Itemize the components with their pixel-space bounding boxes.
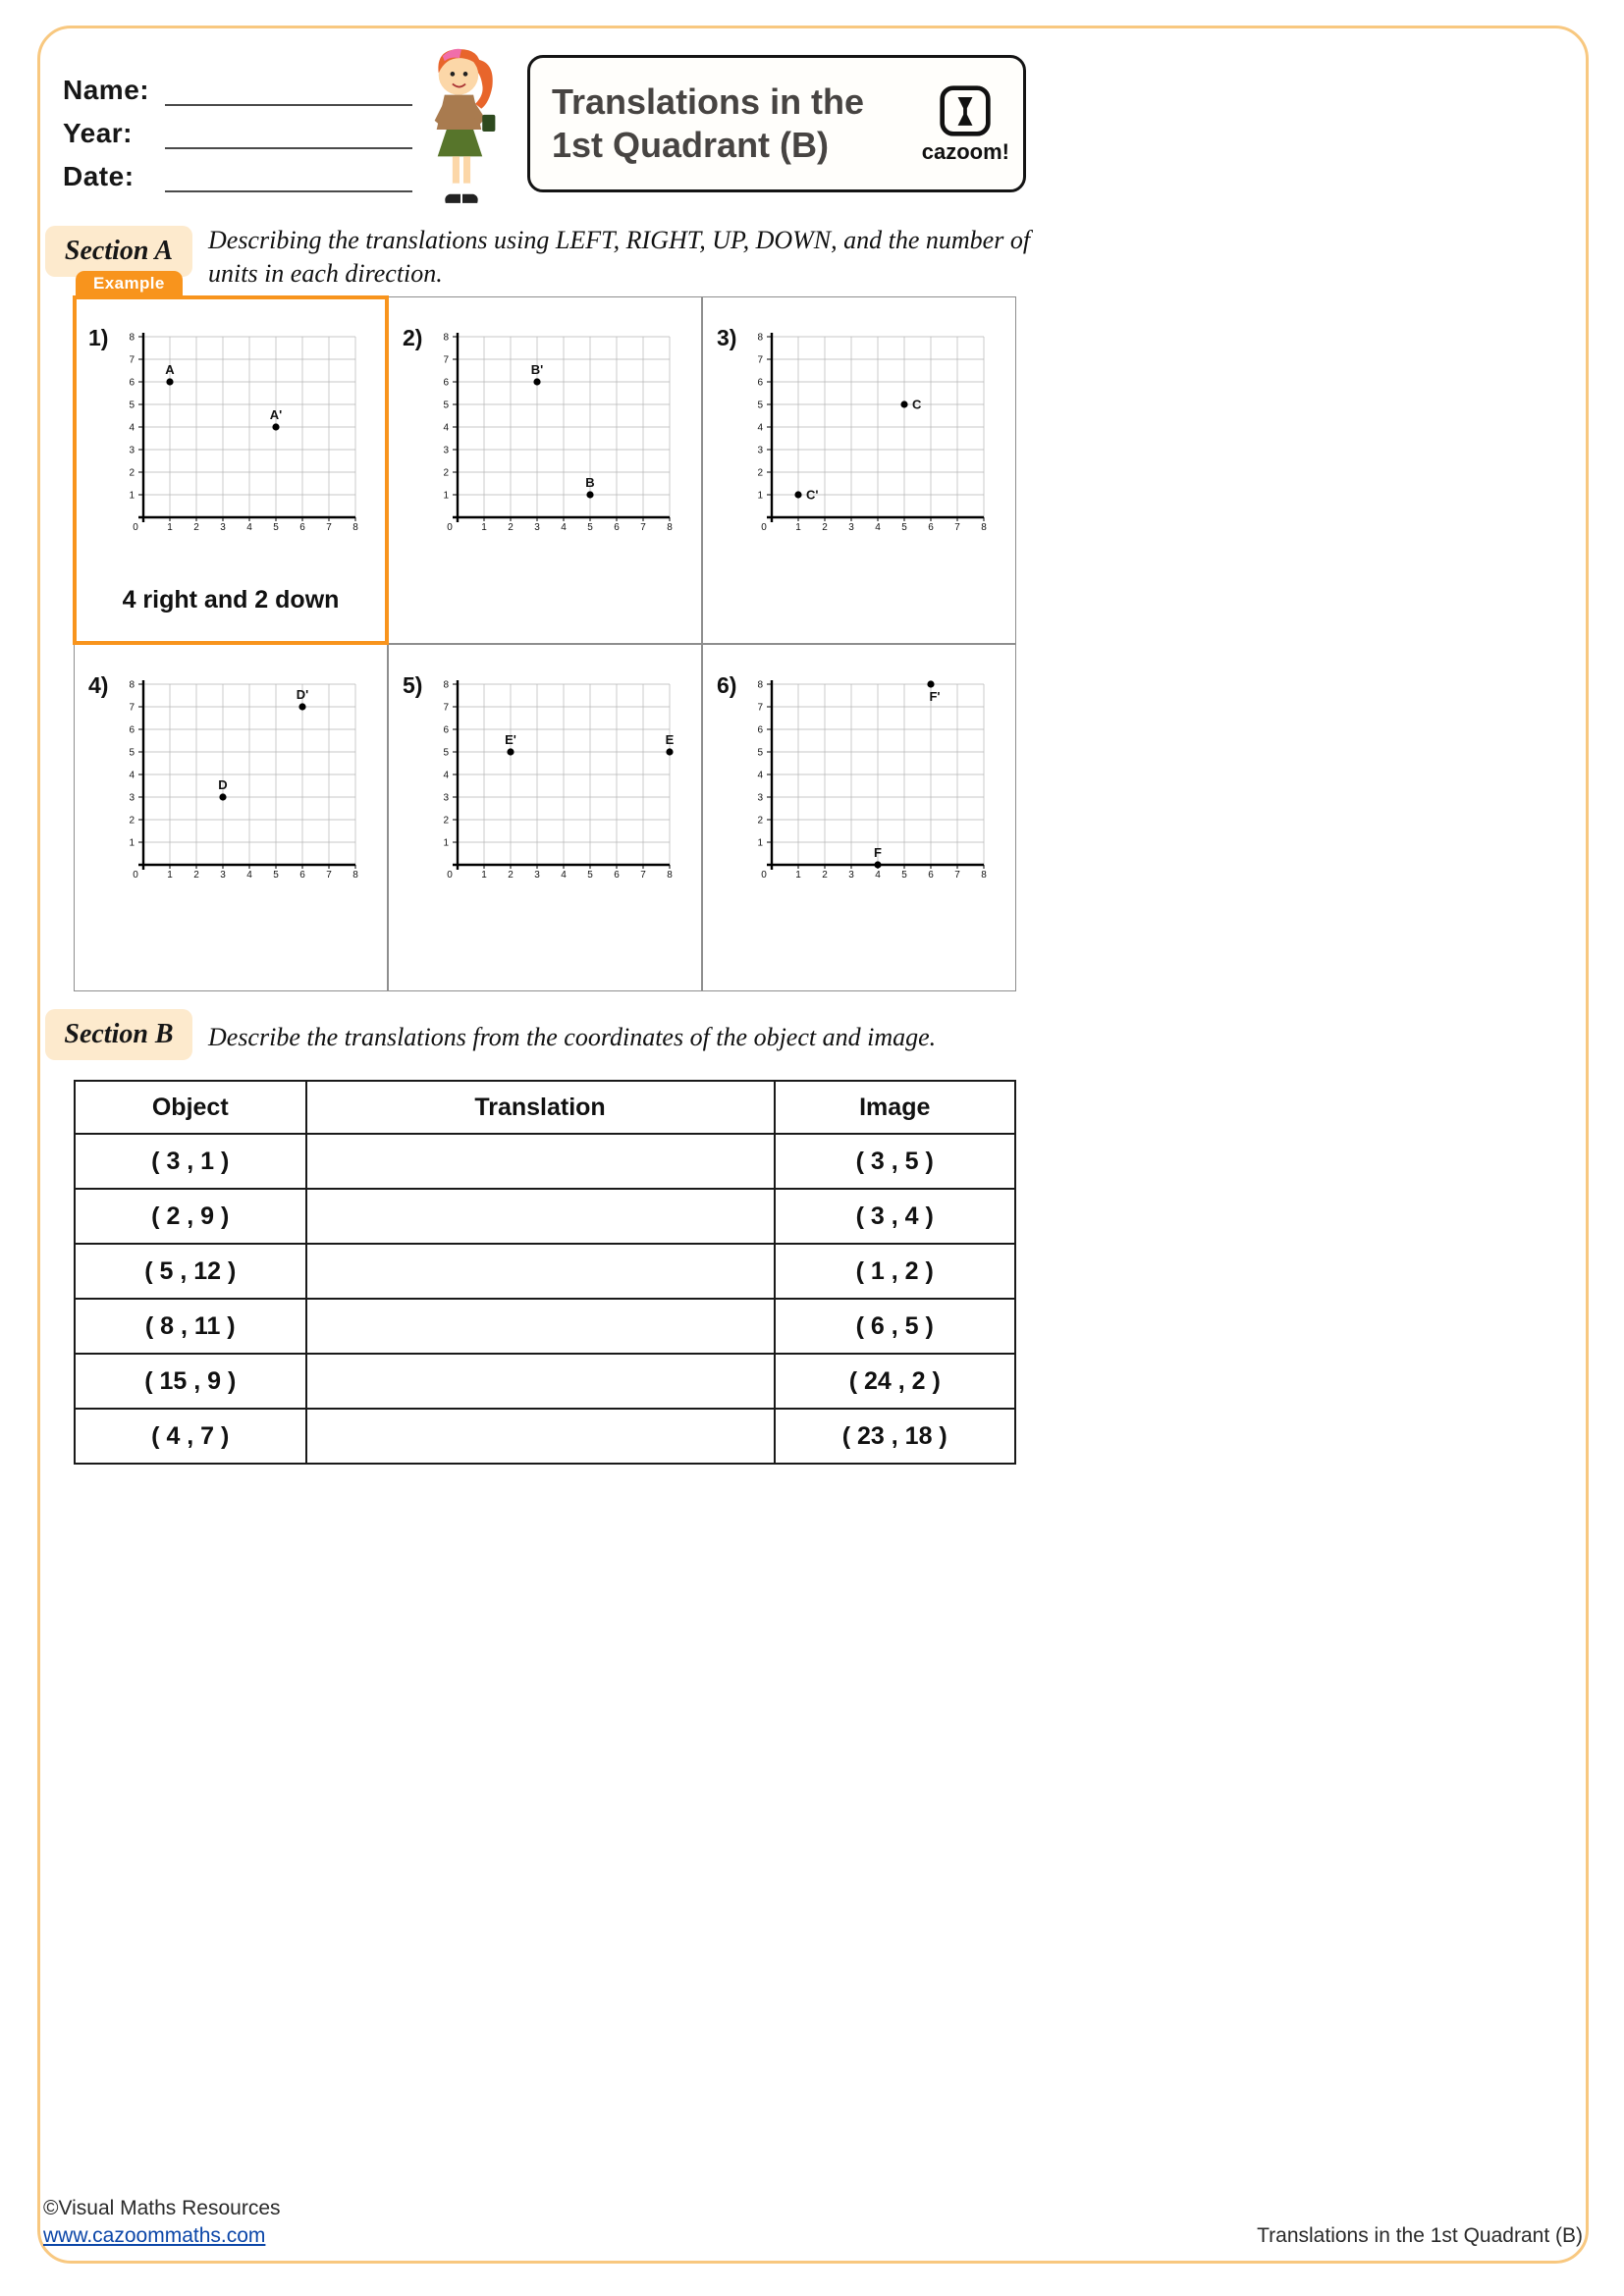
translation-answer-cell [306,1189,775,1244]
point-label-B': B' [530,362,544,377]
image-cell: ( 23 , 18 ) [775,1409,1016,1464]
svg-text:2: 2 [822,522,828,533]
svg-text:6: 6 [443,724,449,736]
coordinate-grid-5 [432,676,683,896]
example-tab: Example [76,271,183,297]
svg-text:3: 3 [757,792,763,804]
translation-answer-cell [306,1409,775,1464]
date-field [63,149,412,192]
worksheet-title-box [527,55,1026,192]
svg-text:8: 8 [667,522,673,533]
svg-text:7: 7 [954,522,960,533]
col-header-translation: Translation [306,1081,775,1134]
svg-text:7: 7 [443,354,449,366]
example-answer: 4 right and 2 down [122,586,340,614]
svg-text:8: 8 [757,332,763,344]
grid-panel-6 [702,644,1016,991]
coordinate-grid-4 [118,676,369,896]
svg-text:3: 3 [848,522,854,533]
footer-worksheet-title: Translations in the 1st Quadrant (B) [1257,2224,1583,2247]
svg-text:5: 5 [901,522,907,533]
point-F' [927,680,934,687]
section-a-badge: Section A [45,226,192,277]
name-label: Name: [63,75,150,105]
svg-text:0: 0 [761,522,767,533]
section-a-grids [74,274,1016,991]
object-cell: ( 8 , 11 ) [75,1299,306,1354]
svg-text:1: 1 [481,522,487,533]
svg-text:1: 1 [443,490,449,502]
worksheet-title-line1: Translations in the [552,81,865,123]
svg-text:1: 1 [167,522,173,533]
image-cell: ( 3 , 5 ) [775,1134,1016,1189]
svg-text:3: 3 [220,522,226,533]
point-A' [272,423,279,430]
svg-text:8: 8 [667,870,673,881]
svg-text:7: 7 [640,870,646,881]
footer-website-link[interactable]: www.cazoommaths.com [43,2224,266,2247]
translation-answer-cell [306,1299,775,1354]
grid-number-1: 1) [88,325,109,350]
point-B [586,491,593,498]
point-label-A: A [165,362,175,377]
point-label-B: B [585,475,595,490]
object-cell: ( 3 , 1 ) [75,1134,306,1189]
table-row [75,1409,1015,1464]
grid-panel-5 [388,644,702,991]
svg-text:8: 8 [352,870,358,881]
point-E' [507,748,514,755]
coordinate-grid-1 [118,329,369,549]
svg-text:3: 3 [443,792,449,804]
point-label-C: C [912,397,922,412]
svg-text:8: 8 [129,332,135,344]
svg-text:2: 2 [757,467,763,479]
svg-text:2: 2 [129,467,135,479]
svg-text:1: 1 [795,870,801,881]
name-field [63,63,412,106]
grid-panel-4 [74,644,388,991]
object-cell: ( 15 , 9 ) [75,1354,306,1409]
svg-text:2: 2 [193,522,199,533]
point-F [874,861,881,868]
image-cell: ( 1 , 2 ) [775,1244,1016,1299]
footer-copyright: ©Visual Maths Resources [43,2197,281,2219]
svg-text:2: 2 [822,870,828,881]
svg-text:2: 2 [443,815,449,827]
svg-text:6: 6 [129,724,135,736]
svg-text:7: 7 [129,702,135,714]
point-D [219,793,226,800]
worksheet-title [552,80,864,167]
svg-text:3: 3 [534,870,540,881]
svg-text:5: 5 [757,400,763,411]
cazoom-logo-icon [938,83,993,138]
svg-text:2: 2 [129,815,135,827]
svg-text:2: 2 [757,815,763,827]
svg-text:5: 5 [757,747,763,759]
point-B' [533,378,540,385]
year-field [63,106,412,149]
svg-text:6: 6 [757,377,763,389]
table-row [75,1354,1015,1409]
image-cell: ( 3 , 4 ) [775,1189,1016,1244]
svg-text:1: 1 [481,870,487,881]
grid-panel-1-example [74,274,388,644]
svg-text:6: 6 [928,522,934,533]
svg-text:6: 6 [614,870,620,881]
grid-number-3: 3) [717,325,737,350]
svg-text:8: 8 [981,870,987,881]
coordinate-grid-2 [432,329,683,549]
point-label-F': F' [929,689,941,704]
svg-text:3: 3 [129,792,135,804]
section-b-instructions: Describe the translations from the coordinates of the object and image. [208,1023,937,1051]
svg-text:0: 0 [133,522,138,533]
svg-text:6: 6 [299,522,305,533]
svg-text:6: 6 [299,870,305,881]
svg-text:7: 7 [129,354,135,366]
svg-text:4: 4 [875,870,881,881]
svg-text:7: 7 [757,354,763,366]
point-C [900,400,907,407]
svg-text:4: 4 [875,522,881,533]
svg-text:1: 1 [795,522,801,533]
col-header-image: Image [775,1081,1016,1134]
svg-text:8: 8 [129,679,135,691]
svg-text:6: 6 [928,870,934,881]
svg-text:0: 0 [133,870,138,881]
svg-text:3: 3 [757,445,763,456]
svg-text:4: 4 [129,422,135,434]
table-row [75,1134,1015,1189]
svg-text:8: 8 [352,522,358,533]
svg-text:3: 3 [534,522,540,533]
svg-text:0: 0 [761,870,767,881]
svg-text:4: 4 [561,870,567,881]
grid-panel-3 [702,296,1016,644]
student-info-fields [63,63,412,192]
svg-text:4: 4 [246,870,252,881]
svg-text:6: 6 [614,522,620,533]
object-cell: ( 5 , 12 ) [75,1244,306,1299]
mascot-girl-svg [412,43,514,212]
svg-text:5: 5 [587,522,593,533]
name-write-line [165,73,412,106]
svg-text:1: 1 [129,837,135,849]
svg-text:1: 1 [757,490,763,502]
coordinate-grid-3 [746,329,998,549]
svg-text:5: 5 [273,522,279,533]
svg-text:5: 5 [587,870,593,881]
svg-text:5: 5 [129,400,135,411]
svg-text:4: 4 [443,422,449,434]
svg-text:4: 4 [129,770,135,781]
point-D' [298,703,305,710]
table-header-row [75,1081,1015,1134]
point-label-D': D' [296,687,309,702]
svg-text:4: 4 [561,522,567,533]
image-cell: ( 24 , 2 ) [775,1354,1016,1409]
point-E [666,748,673,755]
svg-text:0: 0 [447,522,453,533]
svg-text:4: 4 [757,422,763,434]
svg-text:8: 8 [981,522,987,533]
year-write-line [165,116,412,149]
point-label-F: F [874,845,882,860]
svg-text:3: 3 [848,870,854,881]
svg-text:5: 5 [443,400,449,411]
svg-text:3: 3 [443,445,449,456]
svg-text:5: 5 [273,870,279,881]
svg-text:7: 7 [326,870,332,881]
svg-text:5: 5 [901,870,907,881]
svg-text:3: 3 [220,870,226,881]
translation-answer-cell [306,1134,775,1189]
svg-text:5: 5 [443,747,449,759]
svg-text:4: 4 [757,770,763,781]
point-label-E': E' [505,732,516,747]
svg-text:2: 2 [508,522,514,533]
svg-text:7: 7 [640,522,646,533]
point-label-A': A' [269,407,283,422]
svg-text:6: 6 [443,377,449,389]
svg-text:1: 1 [167,870,173,881]
table-row [75,1244,1015,1299]
grid-number-5: 5) [403,672,423,698]
svg-text:4: 4 [443,770,449,781]
point-C' [794,491,801,498]
image-cell: ( 6 , 5 ) [775,1299,1016,1354]
svg-text:2: 2 [508,870,514,881]
svg-text:1: 1 [129,490,135,502]
coordinate-grid-6 [746,676,998,896]
svg-text:8: 8 [443,679,449,691]
grid-number-6: 6) [717,672,737,698]
svg-text:7: 7 [326,522,332,533]
worksheet-title-line2: 1st Quadrant (B) [552,125,830,165]
cazoom-logo-text: cazoom! [921,138,1009,164]
svg-text:0: 0 [447,870,453,881]
svg-text:3: 3 [129,445,135,456]
svg-text:1: 1 [443,837,449,849]
translation-answer-cell [306,1244,775,1299]
section-b-table [74,1080,1016,1465]
point-label-C': C' [806,487,819,503]
translation-answer-cell [306,1354,775,1409]
year-label: Year: [63,118,133,148]
table-row [75,1299,1015,1354]
svg-text:6: 6 [129,377,135,389]
svg-text:2: 2 [443,467,449,479]
svg-text:6: 6 [757,724,763,736]
svg-text:7: 7 [954,870,960,881]
date-label: Date: [63,161,135,191]
object-cell: ( 2 , 9 ) [75,1189,306,1244]
grid-number-4: 4) [88,672,109,698]
svg-text:8: 8 [757,679,763,691]
mascot-girl-illustration [412,43,514,212]
grid-number-2: 2) [403,325,423,350]
svg-text:2: 2 [193,870,199,881]
svg-text:5: 5 [129,747,135,759]
svg-text:1: 1 [757,837,763,849]
section-a-instructions: Describing the translations using LEFT, RIGHT, UP, DOWN, and the number of units in each direction. [208,226,1031,288]
point-label-E: E [665,732,675,747]
section-b-badge: Section B [45,1009,192,1060]
svg-text:7: 7 [757,702,763,714]
point-label-D: D [218,777,228,792]
table-row [75,1189,1015,1244]
svg-text:7: 7 [443,702,449,714]
point-A [166,378,173,385]
date-write-line [165,159,412,192]
object-cell: ( 4 , 7 ) [75,1409,306,1464]
svg-text:8: 8 [443,332,449,344]
col-header-object: Object [75,1081,306,1134]
grid-panel-2 [388,296,702,644]
svg-text:4: 4 [246,522,252,533]
cazoom-logo [922,83,1009,165]
